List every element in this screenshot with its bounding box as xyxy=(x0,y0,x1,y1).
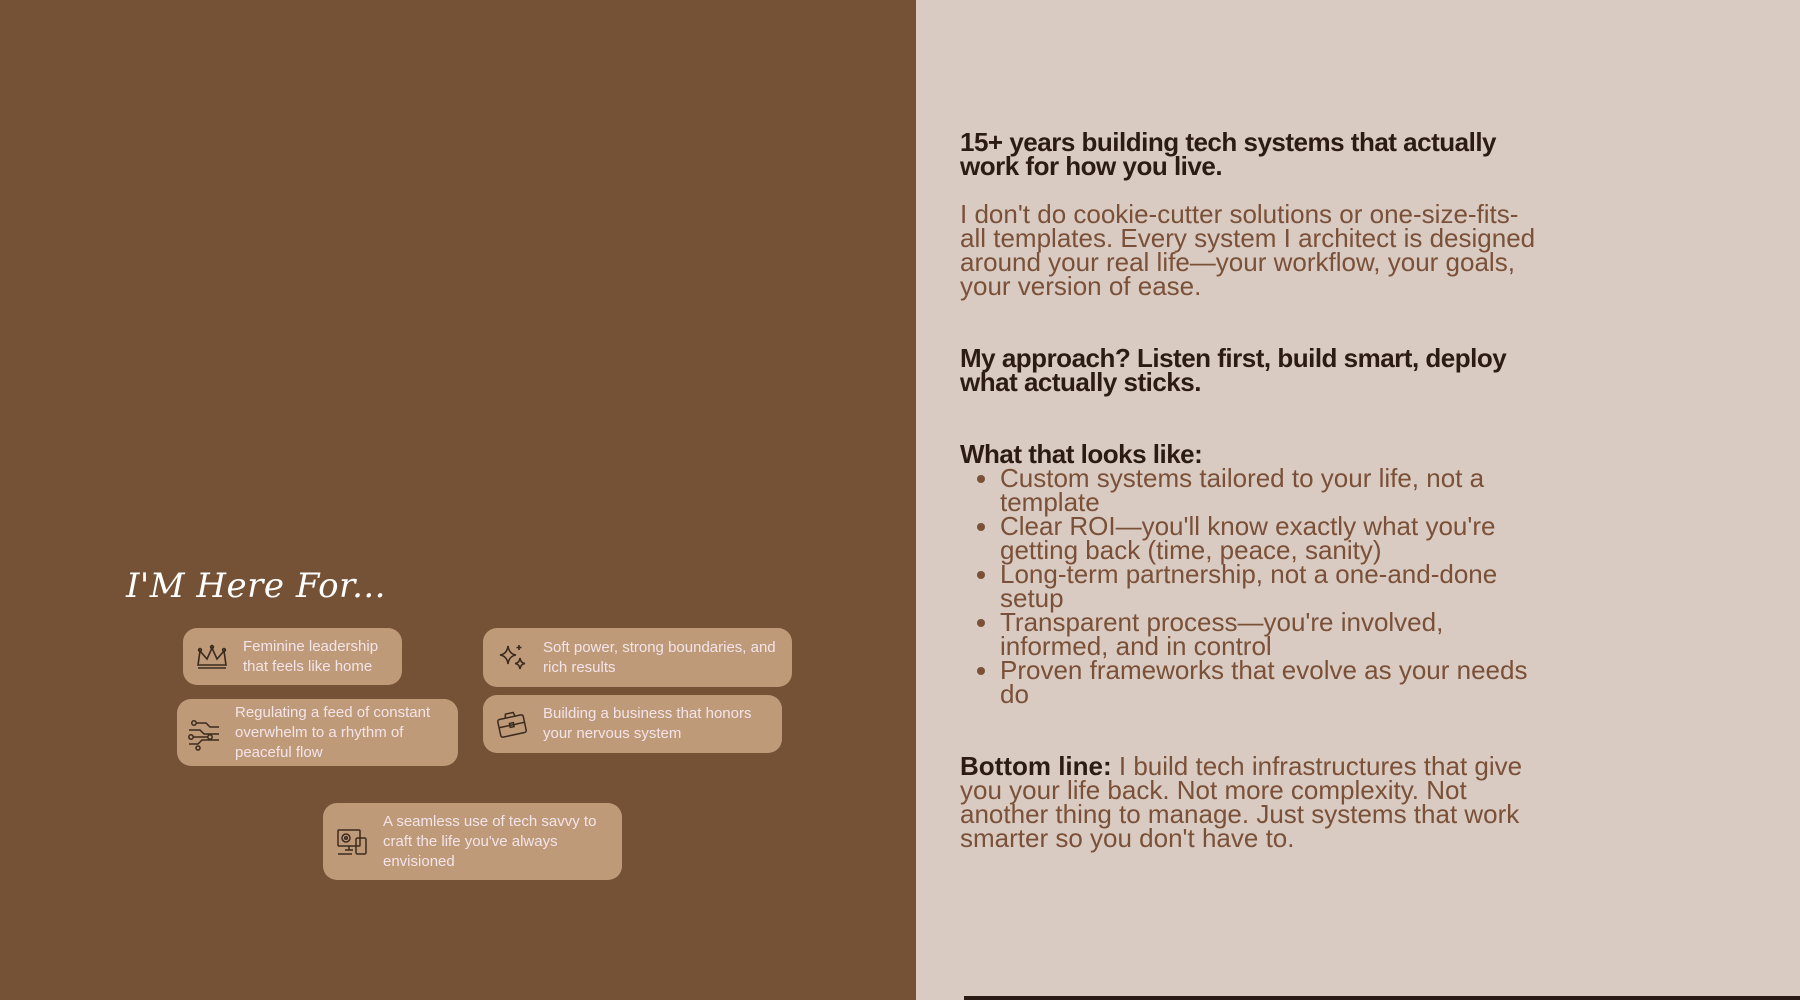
pill-seamless-tech xyxy=(323,803,622,880)
here-for-heading: I'M Here For... xyxy=(126,566,386,606)
briefcase-icon xyxy=(493,705,531,743)
flow-nodes-icon xyxy=(185,714,223,752)
pill-feminine-leadership xyxy=(183,628,402,685)
pill-business-nervous-system xyxy=(483,695,782,753)
pill-text: Building a business that honors your nervous system xyxy=(543,705,752,742)
crown-icon xyxy=(193,638,231,676)
pill-text: A seamless use of tech savvy to craft the life you've always envisioned xyxy=(383,812,597,870)
pill-text: Feminine leadership that feels like home xyxy=(243,637,379,675)
approach-headline: My approach? Listen first, build smart, deploy what actually sticks. xyxy=(960,343,1507,397)
list-item: • Long-term partnership, not a one-and-done setup xyxy=(1000,562,1540,610)
pill-soft-power xyxy=(483,628,792,687)
experience-headline: 15+ years building tech systems that actually work for how you live. xyxy=(960,127,1497,181)
tech-devices-icon xyxy=(333,823,371,861)
pill-text: Soft power, strong boundaries, and rich results xyxy=(543,638,776,676)
list-item: • Custom systems tailored to your life, not a template xyxy=(1000,466,1540,514)
list-heading: What that looks like: xyxy=(960,439,1203,469)
list-item: • Proven frameworks that evolve as your needs do xyxy=(1000,658,1540,706)
benefits-list xyxy=(1000,463,1540,709)
bottom-divider xyxy=(964,996,1800,1000)
list-item: • Transparent process—you're involved, informed, and in control xyxy=(1000,610,1540,658)
pill-regulating-overwhelm xyxy=(177,699,458,766)
sparkles-icon xyxy=(493,639,531,677)
bottom-line-text: I build tech infrastructures that give you your life back. Not more complexity. Not another thing to manage. Just systems that work smarter so you don't have to. xyxy=(960,751,1523,853)
bottom-line-label: Bottom line: xyxy=(960,751,1112,781)
intro-paragraph: I don't do cookie-cutter solutions or one-size-fits-all templates. Every system I architect is designed around your real life—your workflow, your goals, your version of ease. xyxy=(960,199,1536,301)
bottom-line-paragraph xyxy=(960,751,1540,853)
list-item: • Clear ROI—you'll know exactly what you're getting back (time, peace, sanity) xyxy=(1000,514,1540,562)
pill-text: Regulating a feed of constant overwhelm to a rhythm of peaceful flow xyxy=(235,703,431,761)
about-content xyxy=(960,127,1540,853)
